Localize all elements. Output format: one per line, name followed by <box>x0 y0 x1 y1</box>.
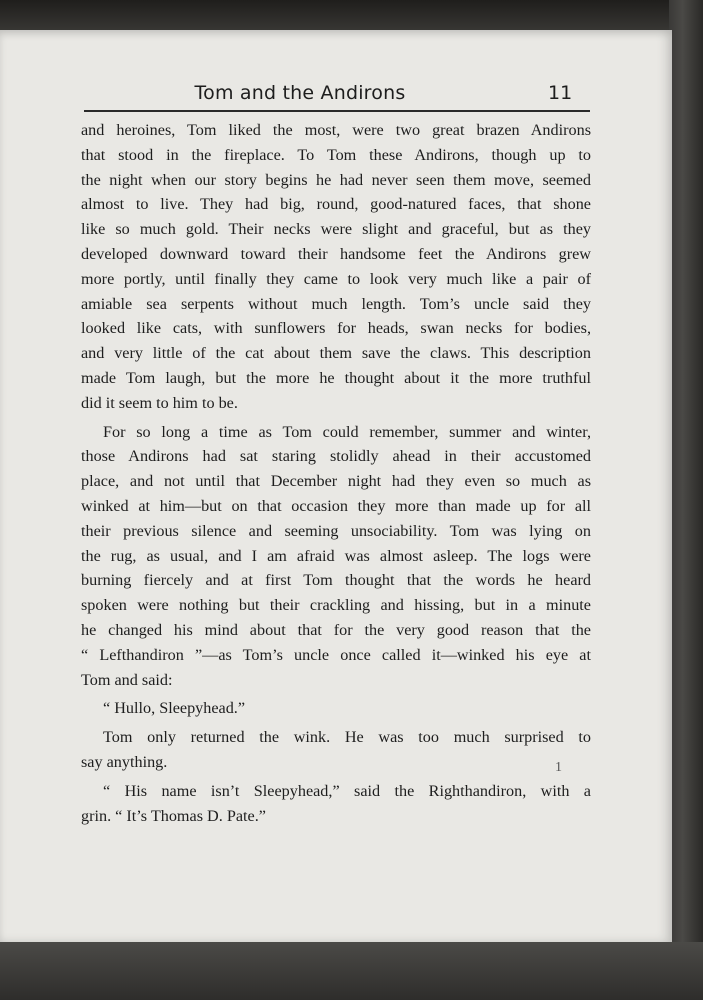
text-line: say anything. <box>81 752 168 771</box>
text-line: the rug, as usual, and I am afraid was almost asleep. The logs were <box>81 546 591 565</box>
text-line: “ Hullo, Sleepyhead.” <box>103 699 246 718</box>
paragraph <box>81 696 591 721</box>
text-line: like so much gold. Their necks were slight and graceful, but as they <box>81 220 591 239</box>
text-line: did it seem to him to be. <box>81 393 238 412</box>
text-line: “ His name isn’t Sleepyhead,” said the Righthandiron, with a <box>103 781 591 800</box>
running-title: Tom and the Andirons <box>194 82 406 104</box>
text-line: and heroines, Tom liked the most, were two great brazen Andirons <box>81 121 591 139</box>
text-line: For so long a time as Tom could remember, summer and winter, <box>103 422 591 441</box>
text-line: their previous silence and seeming unsociability. Tom was lying on <box>81 521 591 540</box>
text-line: that stood in the fireplace. To Tom these Andirons, though up to <box>81 145 591 164</box>
text-line: almost to live. They had big, round, good-natured faces, that shone <box>81 195 591 214</box>
margin-mark: 1 <box>555 760 562 775</box>
paragraph <box>81 725 591 775</box>
paragraph <box>81 779 591 829</box>
text-line: amiable sea serpents without much length. Tom’s uncle said they <box>81 294 591 313</box>
paragraph <box>81 420 591 693</box>
text-line: the night when our story begins he had never seen them move, seemed <box>81 170 591 189</box>
text-line: and very little of the cat about them save the claws. This description <box>81 344 591 363</box>
text-line: more portly, until finally they came to look very much like a pair of <box>81 269 591 288</box>
text-line: Tom and said: <box>81 670 173 689</box>
text-line: grin. “ It’s Thomas D. Pate.” <box>81 806 266 825</box>
text-line: winked at him—but on that occasion they more than made up for all <box>81 496 591 515</box>
text-line: “ Lefthandiron ”—as Tom’s uncle once called it—winked his eye at <box>81 645 591 664</box>
header-rule <box>84 110 590 112</box>
paragraph <box>81 118 591 416</box>
text-line: burning fiercely and at first Tom thought that the words he heard <box>81 571 591 590</box>
scan-background-bottom <box>0 942 703 1000</box>
text-line: looked like cats, with sunflowers for heads, swan necks for bodies, <box>81 319 591 338</box>
body-text <box>81 118 591 828</box>
text-line: made Tom laugh, but the more he thought about it the more truthful <box>81 368 591 387</box>
text-line: place, and not until that December night had they even so much as <box>81 472 591 491</box>
text-line: those Andirons had sat staring stolidly ahead in their accustomed <box>81 447 591 466</box>
text-line: spoken were nothing but their crackling and hissing, but in a minute <box>81 596 591 615</box>
text-line: developed downward toward their handsome feet the Andirons grew <box>81 244 591 263</box>
page-number: 11 <box>548 82 573 104</box>
scan-background-top <box>0 0 703 34</box>
text-line: Tom only returned the wink. He was too much surprised to <box>103 728 591 747</box>
text-line: he changed his mind about that for the very good reason that the <box>81 620 591 639</box>
book-spine <box>669 0 703 1000</box>
